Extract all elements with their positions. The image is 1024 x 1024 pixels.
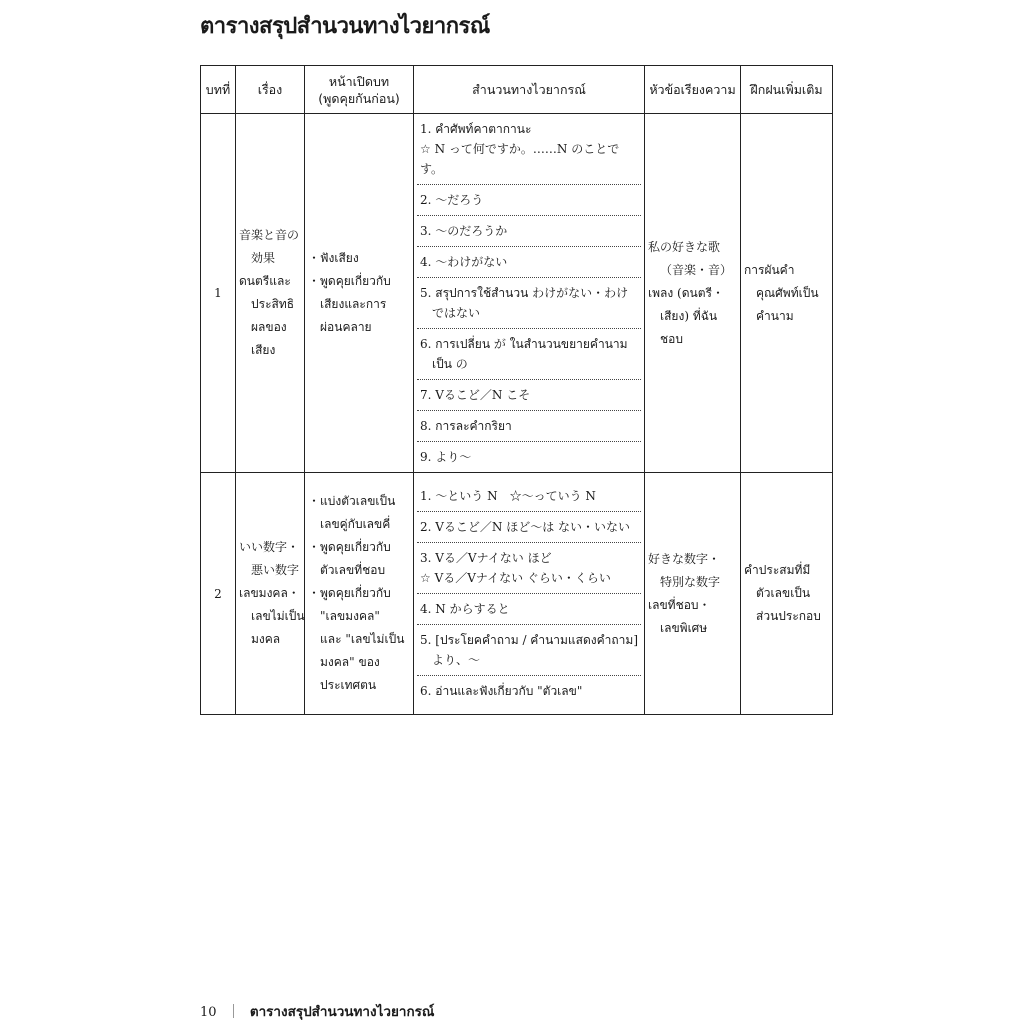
opening-line: ประเทศตน bbox=[320, 678, 377, 692]
topic-line: เลขไม่เป็น bbox=[251, 609, 305, 623]
essay-line: （音楽・音） bbox=[660, 262, 733, 277]
opening-line: มงคล" ของ bbox=[320, 655, 380, 669]
grammar-point: 1. คำศัพท์คาตากานะ ☆ N って何ですか。……N のことです。 bbox=[417, 114, 641, 185]
practice-cell bbox=[741, 473, 833, 715]
header-topic: เรื่อง bbox=[236, 66, 305, 114]
practice-line: การผันคำ bbox=[744, 262, 795, 277]
grammar-point: 7. Vるこど／N こそ bbox=[417, 380, 641, 411]
essay-line: 特別な数字 bbox=[660, 574, 721, 589]
footer-title: ตารางสรุปสำนวนทางไวยากรณ์ bbox=[249, 1004, 435, 1020]
grammar-point: 1. ～という N ☆～っていう N bbox=[417, 481, 641, 512]
table-row bbox=[201, 473, 833, 715]
page-number: 10 bbox=[200, 1005, 217, 1020]
grammar-point: 4. N からすると bbox=[417, 594, 641, 625]
header-essay: หัวข้อเรียงความ bbox=[645, 66, 741, 114]
opening-line: ตัวเลขที่ชอบ bbox=[320, 563, 386, 577]
essay-line: เลขพิเศษ bbox=[660, 620, 708, 635]
practice-line: คำนาม bbox=[756, 308, 794, 323]
topic-line: มงคล bbox=[251, 632, 281, 646]
opening-line: ・พูดคุยเกี่ยวกับ bbox=[308, 540, 391, 554]
essay-line: เพลง (ดนตรี・ bbox=[648, 285, 724, 300]
header-opening bbox=[305, 66, 414, 114]
essay-line: ชอบ bbox=[660, 331, 683, 346]
opening-cell bbox=[305, 114, 414, 473]
topic-line: ผลของ bbox=[251, 320, 287, 334]
practice-cell bbox=[741, 114, 833, 473]
table-header-row bbox=[201, 66, 833, 114]
grammar-point: 6. การเปลี่ยน が ในสำนวนขยายคำนาม เป็น の bbox=[417, 329, 641, 380]
header-opening-line2: (พูดคุยกันก่อน) bbox=[318, 90, 400, 106]
opening-line: และ "เลขไม่เป็น bbox=[320, 632, 405, 646]
header-chapter: บทที่ bbox=[201, 66, 236, 114]
opening-cell bbox=[305, 473, 414, 715]
topic-line: いい数字・ bbox=[239, 540, 300, 554]
practice-line: คำประสมที่มี bbox=[744, 563, 811, 577]
essay-line: เลขที่ชอบ・ bbox=[648, 597, 711, 612]
opening-line: ・พูดคุยเกี่ยวกับ bbox=[308, 586, 391, 600]
essay-cell bbox=[645, 114, 741, 473]
grammar-point: 3. ～のだろうか bbox=[417, 216, 641, 247]
grammar-point: 5. สรุปการใช้สำนวน わけがない・わけ ではない bbox=[417, 278, 641, 329]
opening-line: ・ฟังเสียง bbox=[308, 251, 359, 265]
essay-line: 私の好きな歌 bbox=[648, 239, 721, 254]
practice-line: ส่วนประกอบ bbox=[756, 609, 821, 623]
opening-line: "เลขมงคล" bbox=[320, 609, 380, 623]
essay-line: เสียง) ที่ฉัน bbox=[660, 308, 718, 323]
page-footer bbox=[200, 1000, 434, 1022]
topic-line: เลขมงคล・ bbox=[239, 586, 300, 600]
topic-line: ดนตรีและ bbox=[239, 274, 291, 288]
page-title: ตารางสรุปสำนวนทางไวยากรณ์ bbox=[200, 14, 490, 39]
topic-line: 音楽と音の bbox=[239, 228, 300, 242]
header-opening-line1: หน้าเปิดบท bbox=[328, 73, 390, 89]
grammar-points-cell bbox=[414, 473, 645, 715]
grammar-point: 6. อ่านและฟังเกี่ยวกับ "ตัวเลข" bbox=[420, 684, 583, 698]
footer-divider bbox=[233, 1004, 234, 1018]
practice-line: คุณศัพท์เป็น bbox=[756, 285, 819, 300]
chapter-number: 2 bbox=[201, 473, 236, 715]
topic-line: เสียง bbox=[251, 343, 276, 357]
opening-line: ・พูดคุยเกี่ยวกับ bbox=[308, 274, 391, 288]
grammar-points-cell bbox=[414, 114, 645, 473]
topic-line: 効果 bbox=[251, 251, 276, 265]
topic-cell bbox=[236, 114, 305, 473]
header-grammar: สำนวนทางไวยากรณ์ bbox=[414, 66, 645, 114]
practice-line: ตัวเลขเป็น bbox=[756, 586, 811, 600]
table-row bbox=[201, 114, 833, 473]
grammar-point: 8. การละคำกริยา bbox=[417, 411, 641, 442]
opening-line: ผ่อนคลาย bbox=[320, 320, 372, 334]
grammar-point: 2. ～だろう bbox=[417, 185, 641, 216]
grammar-summary-table bbox=[200, 65, 833, 715]
grammar-point: 9. より～ bbox=[420, 450, 472, 464]
topic-line: ประสิทธิ bbox=[251, 297, 295, 311]
opening-line: เสียงและการ bbox=[320, 297, 387, 311]
opening-line: ・แบ่งตัวเลขเป็น bbox=[308, 494, 396, 508]
grammar-point: 5. [ประโยคคำถาม / คำนามแสดงคำถาม] より、～ bbox=[417, 625, 641, 676]
grammar-point: 4. ～わけがない bbox=[417, 247, 641, 278]
header-practice: ฝึกฝนเพิ่มเติม bbox=[741, 66, 833, 114]
chapter-number: 1 bbox=[201, 114, 236, 473]
topic-line: 悪い数字 bbox=[251, 563, 300, 577]
topic-cell bbox=[236, 473, 305, 715]
grammar-point: 3. Vる／Vナイない ほど ☆ Vる／Vナイない ぐらい・くらい bbox=[417, 543, 641, 594]
opening-line: เลขคู่กับเลขคี่ bbox=[320, 517, 391, 531]
grammar-point: 2. Vるこど／N ほど～は ない・いない bbox=[417, 512, 641, 543]
essay-cell bbox=[645, 473, 741, 715]
essay-line: 好きな数字・ bbox=[648, 551, 721, 566]
